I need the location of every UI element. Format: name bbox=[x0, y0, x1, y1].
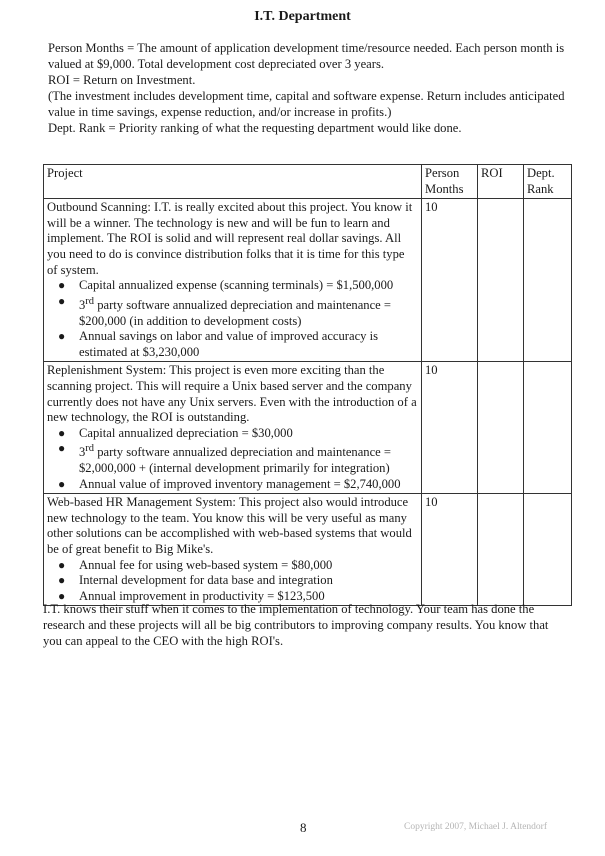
bullet-item: ● 3rd party software annualized depreciation and maintenance = $200,000 (in addition to development costs) bbox=[58, 293, 392, 328]
roi-cell bbox=[478, 494, 524, 606]
project-cell bbox=[44, 362, 422, 494]
definitions bbox=[48, 40, 568, 136]
rank-cell bbox=[524, 199, 572, 362]
bullet-icon: ● bbox=[58, 425, 66, 440]
header-project: Project bbox=[44, 165, 422, 199]
bullet-list bbox=[47, 558, 417, 605]
bullet-icon: ● bbox=[58, 293, 66, 308]
project-table bbox=[43, 164, 572, 606]
person-months-cell: 10 bbox=[422, 362, 478, 494]
rank-cell bbox=[524, 362, 572, 494]
bullet-item: ● Annual fee for using web-based system = $80,000 bbox=[58, 557, 333, 572]
table-row bbox=[44, 362, 572, 494]
bullet-icon: ● bbox=[58, 588, 66, 603]
table-header-row bbox=[44, 165, 572, 199]
bullet-item: ● Capital annualized expense (scanning terminals) = $1,500,000 bbox=[58, 278, 394, 293]
definition-roi: ROI = Return on Investment. bbox=[48, 73, 196, 87]
definition-person-months: Person Months = The amount of application development time/resource needed. Each person month is valued at $9,000. Total development cost depreciated over 3 years. bbox=[48, 41, 565, 71]
bullet-item: ● Annual savings on labor and value of improved accuracy is estimated at $3,230,000 bbox=[58, 329, 379, 359]
bullet-item: ● Internal development for data base and integration bbox=[58, 573, 333, 588]
table-row bbox=[44, 494, 572, 606]
project-description: Outbound Scanning: I.T. is really excited about this project. You know it will be a winner. The technology is new and will be fun to learn and implement. The ROI is solid and will represent real dollar savings. All you need to do is convince distribution folks that it is time for this type of system. bbox=[47, 200, 413, 277]
project-description: Replenishment System: This project is even more exciting than the scanning project. This will require a Unix based server and the company currently does not have any Unix servers. Even with the introduction of a new technology, the ROI is outstanding. bbox=[47, 363, 417, 425]
bullet-item: ● Annual value of improved inventory management = $2,740,000 bbox=[58, 476, 401, 491]
bullet-list bbox=[47, 426, 417, 493]
roi-cell bbox=[478, 199, 524, 362]
bullet-icon: ● bbox=[58, 573, 66, 588]
bullet-item: ● 3rd party software annualized depreciation and maintenance = $2,000,000 + (internal development primarily for integration) bbox=[58, 441, 392, 476]
bullet-icon: ● bbox=[58, 329, 66, 344]
page-title: I.T. Department bbox=[254, 9, 351, 24]
header-roi: ROI bbox=[478, 165, 524, 199]
rank-cell bbox=[524, 494, 572, 606]
bullet-list bbox=[47, 278, 417, 360]
bullet-icon: ● bbox=[58, 441, 66, 456]
project-description: Web-based HR Management System: This project also would introduce new technology to the team. You know this will be very useful as many other solutions can be accomplished with web-based systems that would be of great benefit to Big Mike's. bbox=[47, 495, 412, 557]
project-cell bbox=[44, 199, 422, 362]
page-number: 8 bbox=[300, 820, 307, 835]
bullet-item: ● Capital annualized depreciation = $30,000 bbox=[58, 425, 293, 440]
closing-paragraph: I.T. knows their stuff when it comes to the implementation of technology. Your team has done the research and these projects will all be big contributors to improving company results. You know that you can appeal to the CEO with the high ROI's. bbox=[43, 602, 549, 648]
bullet-icon: ● bbox=[58, 557, 66, 572]
person-months-cell: 10 bbox=[422, 494, 478, 606]
bullet-item: ● Annual improvement in productivity = $123,500 bbox=[58, 588, 325, 603]
header-person-months: Person Months bbox=[422, 165, 478, 199]
header-dept-rank: Dept. Rank bbox=[524, 165, 572, 199]
roi-cell bbox=[478, 362, 524, 494]
project-cell bbox=[44, 494, 422, 606]
person-months-cell: 10 bbox=[422, 199, 478, 362]
copyright-notice: Copyright 2007, Michael J. Altendorf bbox=[404, 822, 548, 832]
bullet-icon: ● bbox=[58, 476, 66, 491]
definition-dept-rank: Dept. Rank = Priority ranking of what the requesting department would like done. bbox=[48, 121, 462, 135]
table-row bbox=[44, 199, 572, 362]
bullet-icon: ● bbox=[58, 278, 66, 293]
definition-investment-note: (The investment includes development time, capital and software expense. Return includes anticipated value in time savings, expense reduction, and/or increase in profits.) bbox=[48, 89, 565, 119]
